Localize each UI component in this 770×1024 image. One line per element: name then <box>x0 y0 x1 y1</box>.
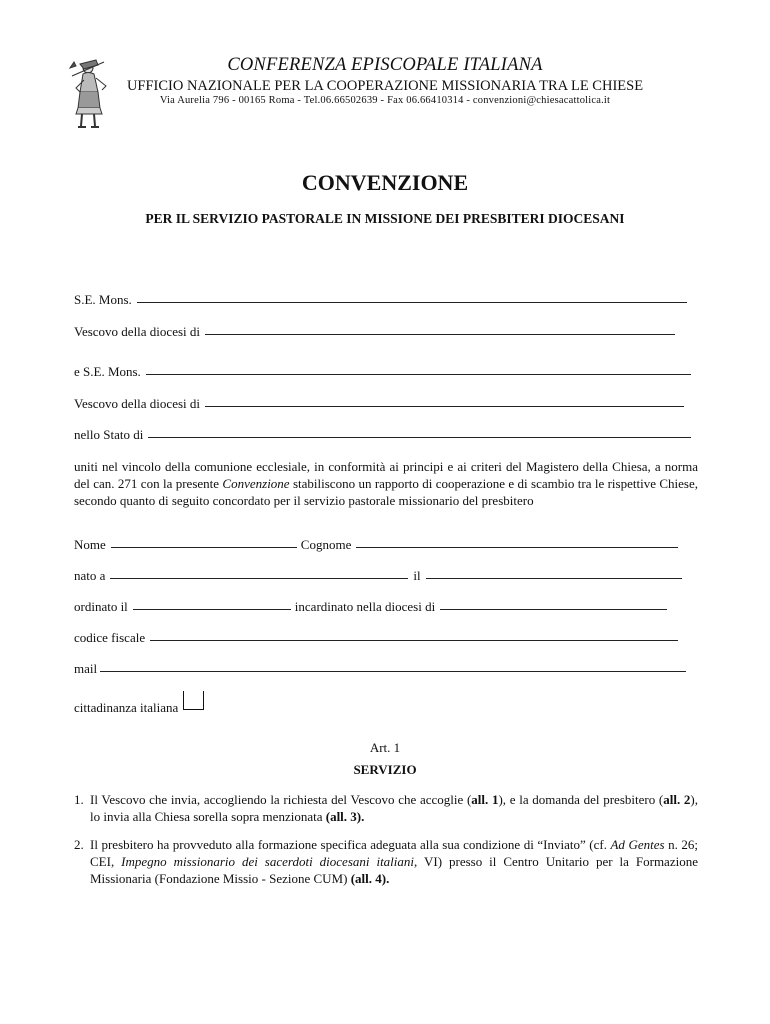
field-cittadinanza-label: cittadinanza italiana <box>74 700 179 715</box>
field-incardinato-blank[interactable] <box>440 608 667 610</box>
item-2-italic-1: Ad Gentes <box>610 837 665 852</box>
intro-paragraph <box>74 458 698 509</box>
field-nome-cognome[interactable] <box>74 537 678 553</box>
intro-text-1: uniti nel vincolo della comunione ecclesiale, in conformità ai principi e ai criteri del Magistero della Chiesa, a norma del can. 271 con la presente <box>74 459 698 491</box>
item-2-bold-1: (all. 4). <box>350 871 390 886</box>
field-vescovo-2-label: Vescovo della diocesi di <box>74 396 200 411</box>
field-codice[interactable] <box>74 630 678 646</box>
item-1-bold-3: (all. 3). <box>325 809 365 824</box>
item-2-italic-2: Impegno missionario dei sacerdoti diocesani italiani <box>121 854 415 869</box>
list-item <box>74 836 698 887</box>
field-incardinato-label: incardinato nella diocesi di <box>294 599 436 614</box>
list-item-number: 1. <box>74 792 84 807</box>
field-ordinato-blank[interactable] <box>133 608 291 610</box>
list-item <box>74 791 698 825</box>
item-2-text-b: n. 26; CEI, <box>90 837 698 869</box>
field-vescovo-2-blank[interactable] <box>205 405 684 407</box>
cittadinanza-checkbox[interactable] <box>183 691 204 710</box>
field-stato[interactable] <box>74 427 691 443</box>
field-nato[interactable] <box>74 568 682 584</box>
list-item-text <box>90 791 698 825</box>
article-list <box>74 791 698 898</box>
article-number: Art. 1 <box>369 740 401 755</box>
field-cognome-blank[interactable] <box>356 546 678 548</box>
field-stato-blank[interactable] <box>148 436 691 438</box>
office-name: UFFICIO NAZIONALE PER LA COOPERAZIONE MISSIONARIA TRA LE CHIESE <box>126 78 644 94</box>
list-item-number: 2. <box>74 837 84 852</box>
field-nato-blank[interactable] <box>110 577 408 579</box>
document-title: CONVENZIONE <box>301 170 469 195</box>
field-vescovo-1-blank[interactable] <box>205 333 675 335</box>
field-vescovo-1-label: Vescovo della diocesi di <box>74 324 200 339</box>
org-name: CONFERENZA EPISCOPALE ITALIANA <box>227 55 543 75</box>
field-mail-blank[interactable] <box>100 670 686 672</box>
document-subtitle: PER IL SERVIZIO PASTORALE IN MISSIONE DEI PRESBITERI DIOCESANI <box>145 211 625 226</box>
field-nome-blank[interactable] <box>111 546 297 548</box>
field-codice-label: codice fiscale <box>74 630 146 645</box>
item-1-bold-1: all. 1 <box>471 792 499 807</box>
item-2-text-c: , VI) presso il Centro Unitario per la Formazione Missionaria (Fondazione Missio - Sezione CUM) <box>90 854 698 886</box>
field-il-label: il <box>413 568 421 583</box>
item-2-text-a: Il presbitero ha provveduto alla formazione specifica adeguata alla sua condizione di “Inviato” (cf. <box>90 837 611 852</box>
field-mons-blank[interactable] <box>137 301 687 303</box>
item-1-text-c: ), e la domanda del presbitero ( <box>498 792 664 807</box>
field-codice-blank[interactable] <box>150 639 678 641</box>
cei-logo <box>66 56 112 132</box>
field-mail-label: mail <box>74 661 98 676</box>
intro-text-italic: Convenzione <box>222 476 290 491</box>
intro-text-2: stabiliscono un rapporto di cooperazione e di scambio tra le rispettive Chiese, secondo quanto di seguito concordato per il servizio pastorale missionario del presbitero <box>74 476 698 508</box>
list-item-text <box>90 836 698 887</box>
field-il-blank[interactable] <box>426 577 682 579</box>
field-nome-label: Nome <box>74 537 106 552</box>
field-ordinato[interactable] <box>74 599 667 615</box>
field-mons-2[interactable] <box>74 364 691 380</box>
article-heading: SERVIZIO <box>353 762 417 777</box>
field-mons[interactable] <box>74 292 687 308</box>
item-1-text-d: ), lo invia alla Chiesa sorella sopra menzionata <box>90 792 698 824</box>
item-1-bold-2: all. 2 <box>663 792 691 807</box>
field-mons-2-blank[interactable] <box>146 373 691 375</box>
field-cognome-label: Cognome <box>300 537 352 552</box>
field-nato-label: nato a <box>74 568 106 583</box>
field-mail[interactable] <box>74 661 686 677</box>
field-vescovo-2[interactable] <box>74 396 684 412</box>
item-1-text-a: Il Vescovo che invia, accogliendo la richiesta del Vescovo che accoglie ( <box>90 792 472 807</box>
office-contact: Via Aurelia 796 - 00165 Roma - Tel.06.66502639 - Fax 06.66410314 - convenzioni@chiesacattolica.it <box>159 95 611 106</box>
field-ordinato-label: ordinato il <box>74 599 128 614</box>
field-vescovo-1[interactable] <box>74 324 675 340</box>
field-mons-label: S.E. Mons. <box>74 292 132 307</box>
field-cittadinanza[interactable] <box>74 691 204 716</box>
field-stato-label: nello Stato di <box>74 427 144 442</box>
field-mons-2-label: e S.E. Mons. <box>74 364 141 379</box>
